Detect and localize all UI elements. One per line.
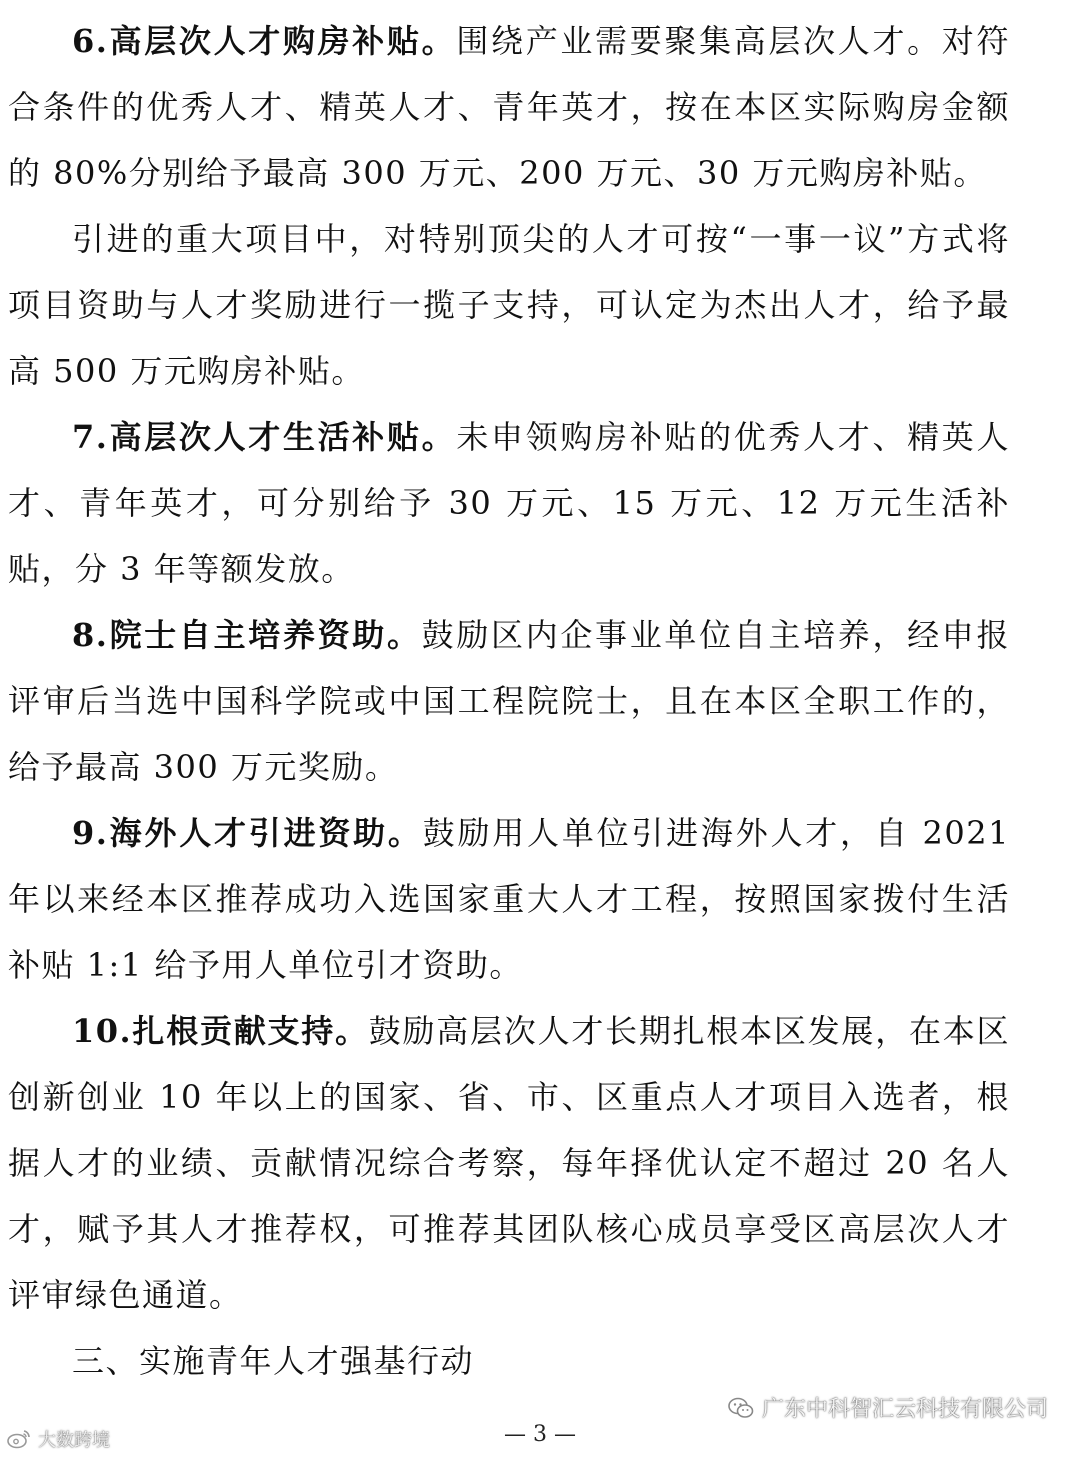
watermark-right [728,1392,1048,1423]
page-number: — 3 — [504,1422,576,1447]
paragraph-lead: 9.海外人才引进资助。 [72,814,423,852]
paragraph-8 [8,602,1010,800]
document-body [8,8,1010,1394]
paragraph-text: 未申领购房补贴的优秀人才、精英人才、青年英才，可分别给予 30 万元、15 万元、12 万元生活补贴，分 3 年等额发放。 [8,418,1010,588]
paragraph-text: 鼓励区内企事业单位自主培养，经申报评审后当选中国科学院或中国工程院院士，且在本区全职工作的，给予最高 300 万元奖励。 [8,616,1010,786]
paragraph-10 [8,998,1010,1328]
paragraph-7 [8,404,1010,602]
watermark-right-text: 广东中科智汇云科技有限公司 [761,1397,1048,1422]
paragraph-6 [8,8,1010,206]
paragraph-text: 围绕产业需要聚集高层次人才。对符合条件的优秀人才、精英人才、青年英才，按在本区实际购房金额的 80%分别给予最高 300 万元、200 万元、30 万元购房补贴。 [8,22,1010,192]
paragraph-9 [8,800,1010,998]
paragraph-lead: 7.高层次人才生活补贴。 [72,418,457,456]
paragraph-6-continued [8,206,1010,404]
section-heading: 三、实施青年人才强基行动 [72,1342,475,1380]
paragraph-text: 鼓励用人单位引进海外人才，自 2021 年以来经本区推荐成功入选国家重大人才工程，按照国家拨付生活补贴 1:1 给予用人单位引才资助。 [8,814,1010,984]
paragraph-lead: 10.扎根贡献支持。 [72,1012,369,1050]
watermark-left-text: 大数跨境 [38,1430,110,1451]
paragraph-lead: 8.院士自主培养资助。 [72,616,422,654]
paragraph-text: 鼓励高层次人才长期扎根本区发展，在本区创新创业 10 年以上的国家、省、市、区重点人才项目入选者，根据人才的业绩、贡献情况综合考察，每年择优认定不超过 20 名人才，赋予其人才推荐权，可推荐其团队核心成员享受区高层次人才评审绿色通道。 [8,1012,1010,1314]
paragraph-lead: 6.高层次人才购房补贴。 [72,22,457,60]
paragraph-text: 引进的重大项目中，对特别顶尖的人才可按“一事一议”方式将项目资助与人才奖励进行一揽子支持，可认定为杰出人才，给予最高 500 万元购房补贴。 [8,220,1010,390]
wechat-icon [728,1397,754,1419]
